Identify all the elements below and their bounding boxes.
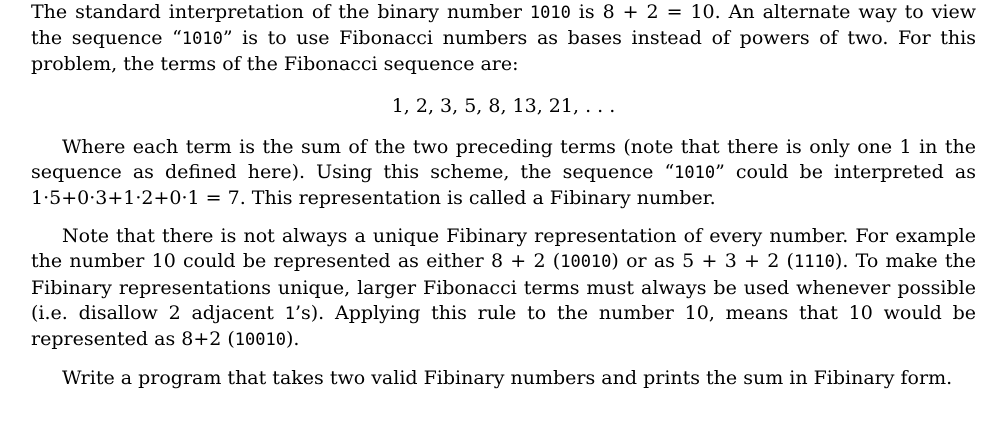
uniqueness-paragraph	[31, 224, 976, 353]
code-10010-a: 10010	[560, 252, 612, 273]
task-text: Write a program that takes two valid Fibinary numbers and prints the sum in Fibinary form.	[62, 367, 953, 390]
uniqueness-text-3: ). To make the Fibinary representations unique, larger Fibonacci terms must always be used whenever possible (i.e. disallow 2 adjacent	[31, 250, 976, 324]
fibonacci-sequence: 1, 2, 3, 5, 8, 13, 21, . . .	[391, 94, 616, 117]
intro-paragraph	[31, 0, 976, 78]
intro-text-1: The standard interpretation of the binary number	[31, 1, 530, 23]
scheme-text-1: Where each term is the sum of the two preceding terms (note that there is only one 1 in the sequence as defined here). Using this scheme, the sequence “	[31, 135, 976, 183]
scheme-paragraph	[31, 135, 976, 212]
uniqueness-text-4: ’s). Applying this rule to the number 10, means that 10 would be represented as 8+2 (	[31, 301, 977, 351]
intro-text-3: ” is to use Fibonacci numbers as bases instead of powers of two. For this problem, the terms of the Fibonacci sequence are:	[31, 27, 976, 76]
problem-statement	[31, 0, 976, 391]
scheme-text-2: ” could be interpreted as 1·5+0·3+1·2+0·1 = 7. This representation is called a Fibinary number.	[31, 160, 976, 210]
intro-text-2: is 8 + 2 = 10. An alternate way to view the sequence “	[31, 1, 976, 50]
scheme-code: 1010	[674, 162, 716, 183]
code-1110: 1110	[793, 252, 835, 273]
uniqueness-text-1: Note that there is not always a unique Fibinary representation of every number. For example the number 10 could be represented as either 8 + 2 (	[31, 225, 976, 273]
code-1: 1	[284, 303, 295, 324]
fibonacci-sequence-display	[31, 94, 976, 119]
task-paragraph	[31, 366, 976, 391]
code-10010-b: 10010	[234, 330, 286, 351]
uniqueness-text-5: ).	[285, 328, 300, 351]
sequence-code: 1010	[181, 29, 223, 50]
binary-code: 1010	[529, 3, 571, 23]
uniqueness-text-2: ) or as 5 + 3 + 2 (	[611, 250, 794, 273]
